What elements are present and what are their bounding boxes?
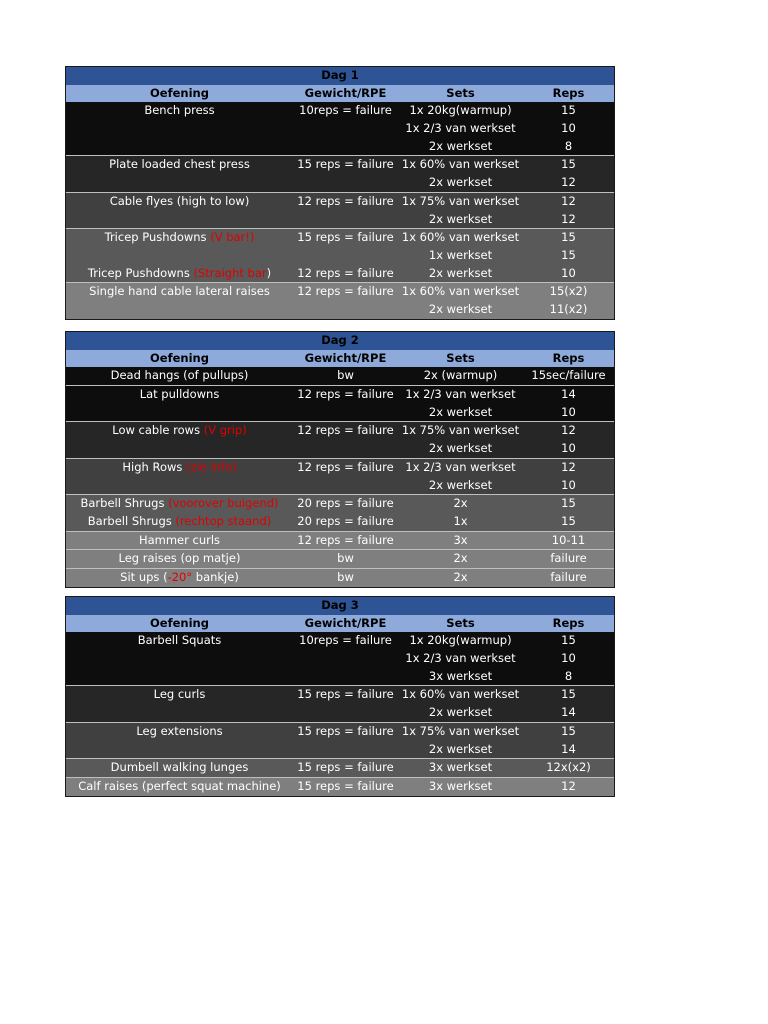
table-row [66, 102, 614, 120]
exercise-name: Sit ups ( [120, 569, 168, 584]
table-row [66, 228, 614, 247]
table-row [66, 650, 614, 668]
weight-cell: 12 reps = failure [297, 193, 394, 208]
exercise-cell [66, 495, 293, 513]
table-row [66, 777, 614, 796]
sets-cell: 2x [453, 551, 468, 566]
reps-cell: 11(x2) [549, 301, 588, 316]
exercise-cell [66, 301, 293, 319]
table-row [66, 513, 614, 531]
table-row [66, 668, 614, 686]
sets-cell: 2x [453, 496, 468, 511]
table-row [66, 549, 614, 568]
exercise-tail: bankje) [192, 569, 239, 584]
table-row [66, 440, 614, 458]
exercise-cell: Calf raises (perfect squat machine) [78, 778, 281, 793]
reps-cell: 15 [561, 247, 576, 262]
table-row [66, 568, 614, 587]
table-row [66, 301, 614, 319]
weight-cell: 10reps = failure [299, 103, 392, 118]
weight-cell: 15 reps = failure [297, 687, 394, 702]
sets-cell: 1x 2/3 van werkset [405, 121, 516, 136]
table-row [66, 138, 614, 156]
reps-cell: 10 [561, 121, 576, 136]
exercise-name: Tricep Pushdowns [87, 265, 194, 280]
sets-cell: 2x werkset [428, 705, 493, 720]
reps-cell: 10 [561, 651, 576, 666]
table-row [66, 120, 614, 138]
sets-cell: 2x werkset [428, 404, 493, 419]
sets-cell: 1x 20kg(warmup) [409, 633, 512, 648]
weight-cell [293, 440, 398, 458]
exercise-cell [66, 265, 293, 283]
header-weight: Gewicht/RPE [304, 350, 387, 365]
sets-cell: 1x 75% van werkset [401, 193, 520, 208]
sets-cell: 1x 75% van werkset [401, 423, 520, 438]
table-row [66, 155, 614, 174]
exercise-cell [66, 704, 293, 722]
exercise-name: Barbell Shrugs [80, 496, 169, 511]
sets-cell: 3x werkset [428, 668, 493, 683]
weight-cell [293, 668, 398, 686]
weight-cell: 12 reps = failure [297, 387, 394, 402]
weight-cell: bw [337, 569, 354, 584]
exercise-note: (rechtop staand) [175, 513, 272, 528]
exercise-cell [66, 247, 293, 265]
exercise-cell [66, 741, 293, 759]
weight-cell: 12 reps = failure [297, 423, 394, 438]
exercise-cell [66, 404, 293, 422]
exercise-cell [66, 650, 293, 668]
weight-cell: 15 reps = failure [297, 230, 394, 245]
weight-cell: 20 reps = failure [297, 513, 394, 528]
exercise-cell [66, 120, 293, 138]
reps-cell: 14 [561, 387, 576, 402]
exercise-cell [66, 668, 293, 686]
table-row [66, 282, 614, 301]
sets-cell: 3x [453, 532, 468, 547]
exercise-cell [66, 459, 293, 477]
weight-cell: 12 reps = failure [297, 532, 394, 547]
sets-cell: 1x 60% van werkset [401, 284, 520, 299]
exercise-note: (zie info) [186, 459, 237, 474]
reps-cell: 12 [561, 423, 576, 438]
weight-cell: 15 reps = failure [297, 157, 394, 172]
sets-cell: 1x werkset [428, 247, 493, 262]
exercise-cell [66, 229, 293, 247]
header-weight: Gewicht/RPE [304, 85, 387, 100]
sets-cell: 2x werkset [428, 741, 493, 756]
day2-header-row [66, 350, 614, 368]
table-row [66, 477, 614, 495]
exercise-cell: Leg curls [153, 687, 206, 702]
sets-cell: 1x [453, 513, 468, 528]
sets-cell: 1x 2/3 van werkset [405, 387, 516, 402]
table-row [66, 494, 614, 513]
header-reps: Reps [552, 615, 585, 630]
table-row [66, 758, 614, 777]
table-row [66, 265, 614, 283]
exercise-cell [66, 440, 293, 458]
table-row [66, 704, 614, 722]
table-row [66, 367, 614, 385]
sets-cell: 2x (warmup) [423, 368, 498, 383]
weight-cell [293, 477, 398, 495]
exercise-cell [66, 174, 293, 192]
sets-cell: 2x werkset [428, 211, 493, 226]
sets-cell: 2x werkset [428, 441, 493, 456]
exercise-name: Tricep Pushdowns [104, 230, 211, 245]
table-row [66, 685, 614, 704]
table-row [66, 192, 614, 211]
weight-cell: 15 reps = failure [297, 760, 394, 775]
exercise-cell: Leg extensions [136, 723, 223, 738]
exercise-tail: ) [266, 265, 272, 280]
header-sets: Sets [446, 350, 475, 365]
sets-cell: 1x 60% van werkset [401, 157, 520, 172]
exercise-cell [66, 422, 293, 440]
table-row [66, 458, 614, 477]
header-sets: Sets [446, 615, 475, 630]
table-row [66, 211, 614, 229]
reps-cell: failure [550, 569, 587, 584]
day1-table [65, 66, 615, 320]
exercise-cell: Dumbell walking lunges [110, 760, 249, 775]
sets-cell: 2x werkset [428, 477, 493, 492]
weight-cell [293, 120, 398, 138]
reps-cell: 10 [561, 265, 576, 280]
reps-cell: 15 [561, 496, 576, 511]
header-reps: Reps [552, 350, 585, 365]
weight-cell: 15 reps = failure [297, 778, 394, 793]
reps-cell: 14 [561, 705, 576, 720]
weight-cell [293, 247, 398, 265]
day3-table [65, 596, 615, 797]
reps-cell: 10 [561, 441, 576, 456]
exercise-note: (V bar!) [210, 230, 255, 245]
exercise-cell [66, 211, 293, 229]
exercise-name: High Rows [122, 459, 187, 474]
table-row [66, 174, 614, 192]
weight-cell: 12 reps = failure [297, 284, 394, 299]
sets-cell: 2x werkset [428, 175, 493, 190]
reps-cell: 12 [561, 211, 576, 226]
exercise-note: (V grip) [203, 423, 247, 438]
weight-cell: 20 reps = failure [297, 496, 394, 511]
header-sets: Sets [446, 85, 475, 100]
exercise-cell: Lat pulldowns [139, 387, 220, 402]
weight-cell [293, 650, 398, 668]
exercise-cell: Leg raises (op matje) [118, 551, 241, 566]
reps-cell: 15 [561, 723, 576, 738]
exercise-cell [66, 569, 293, 587]
sets-cell: 2x werkset [428, 301, 493, 316]
reps-cell: 15 [561, 513, 576, 528]
sets-cell: 1x 2/3 van werkset [405, 459, 516, 474]
reps-cell: failure [550, 551, 587, 566]
reps-cell: 12 [561, 175, 576, 190]
day2-title: Dag 2 [321, 333, 359, 347]
exercise-name: Low cable rows [112, 423, 204, 438]
day2-title-row [66, 332, 614, 350]
weight-cell [293, 741, 398, 759]
weight-cell [293, 138, 398, 156]
weight-cell: 12 reps = failure [297, 265, 394, 280]
reps-cell: 14 [561, 741, 576, 756]
weight-cell: 15 reps = failure [297, 723, 394, 738]
weight-cell [293, 211, 398, 229]
exercise-note: (voorover buigend) [168, 496, 279, 511]
reps-cell: 12 [561, 459, 576, 474]
sets-cell: 1x 20kg(warmup) [409, 103, 512, 118]
day3-header-row [66, 615, 614, 633]
reps-cell: 15sec/failure [531, 368, 606, 383]
reps-cell: 15 [561, 157, 576, 172]
weight-cell: bw [337, 368, 354, 383]
reps-cell: 10-11 [551, 532, 586, 547]
exercise-cell [66, 477, 293, 495]
exercise-name: Barbell Shrugs [87, 513, 176, 528]
sets-cell: 1x 75% van werkset [401, 723, 520, 738]
reps-cell: 15 [561, 103, 576, 118]
weight-cell [293, 174, 398, 192]
day1-title: Dag 1 [321, 68, 359, 82]
table-row [66, 421, 614, 440]
reps-cell: 15 [561, 687, 576, 702]
exercise-cell: Hammer curls [138, 532, 221, 547]
table-row [66, 722, 614, 741]
weight-cell: 10reps = failure [299, 633, 392, 648]
header-exercise: Oefening [150, 85, 209, 100]
reps-cell: 12 [561, 193, 576, 208]
exercise-note: (Straight bar [193, 265, 267, 280]
sets-cell: 2x werkset [428, 138, 493, 153]
day3-title: Dag 3 [321, 598, 359, 612]
table-row [66, 247, 614, 265]
reps-cell: 12x(x2) [546, 760, 591, 775]
weight-cell [293, 301, 398, 319]
sets-cell: 2x werkset [428, 265, 493, 280]
exercise-cell [66, 138, 293, 156]
header-exercise: Oefening [150, 350, 209, 365]
sets-cell: 2x [453, 569, 468, 584]
exercise-cell [66, 513, 293, 531]
table-row [66, 632, 614, 650]
header-reps: Reps [552, 85, 585, 100]
table-row [66, 531, 614, 550]
reps-cell: 10 [561, 404, 576, 419]
exercise-cell: Bench press [144, 103, 215, 118]
reps-cell: 15(x2) [549, 284, 588, 299]
exercise-cell: Barbell Squats [137, 633, 222, 648]
sets-cell: 3x werkset [428, 778, 493, 793]
exercise-cell: Cable flyes (high to low) [109, 193, 250, 208]
day2-table [65, 331, 615, 588]
day1-header-row [66, 85, 614, 103]
exercise-cell: Dead hangs (of pullups) [110, 368, 249, 383]
reps-cell: 10 [561, 477, 576, 492]
exercise-note: -20° [167, 569, 193, 584]
table-row [66, 741, 614, 759]
weight-cell: 12 reps = failure [297, 459, 394, 474]
sets-cell: 1x 60% van werkset [401, 687, 520, 702]
reps-cell: 15 [561, 230, 576, 245]
sets-cell: 3x werkset [428, 760, 493, 775]
reps-cell: 8 [564, 668, 573, 683]
day1-title-row [66, 67, 614, 85]
table-row [66, 385, 614, 404]
header-weight: Gewicht/RPE [304, 615, 387, 630]
sets-cell: 1x 60% van werkset [401, 230, 520, 245]
reps-cell: 8 [564, 138, 573, 153]
table-row [66, 404, 614, 422]
reps-cell: 12 [561, 778, 576, 793]
reps-cell: 15 [561, 633, 576, 648]
weight-cell [293, 404, 398, 422]
header-exercise: Oefening [150, 615, 209, 630]
day3-title-row [66, 597, 614, 615]
weight-cell [293, 704, 398, 722]
weight-cell: bw [337, 551, 354, 566]
sets-cell: 1x 2/3 van werkset [405, 651, 516, 666]
exercise-cell: Plate loaded chest press [109, 157, 250, 172]
exercise-cell: Single hand cable lateral raises [89, 284, 270, 299]
